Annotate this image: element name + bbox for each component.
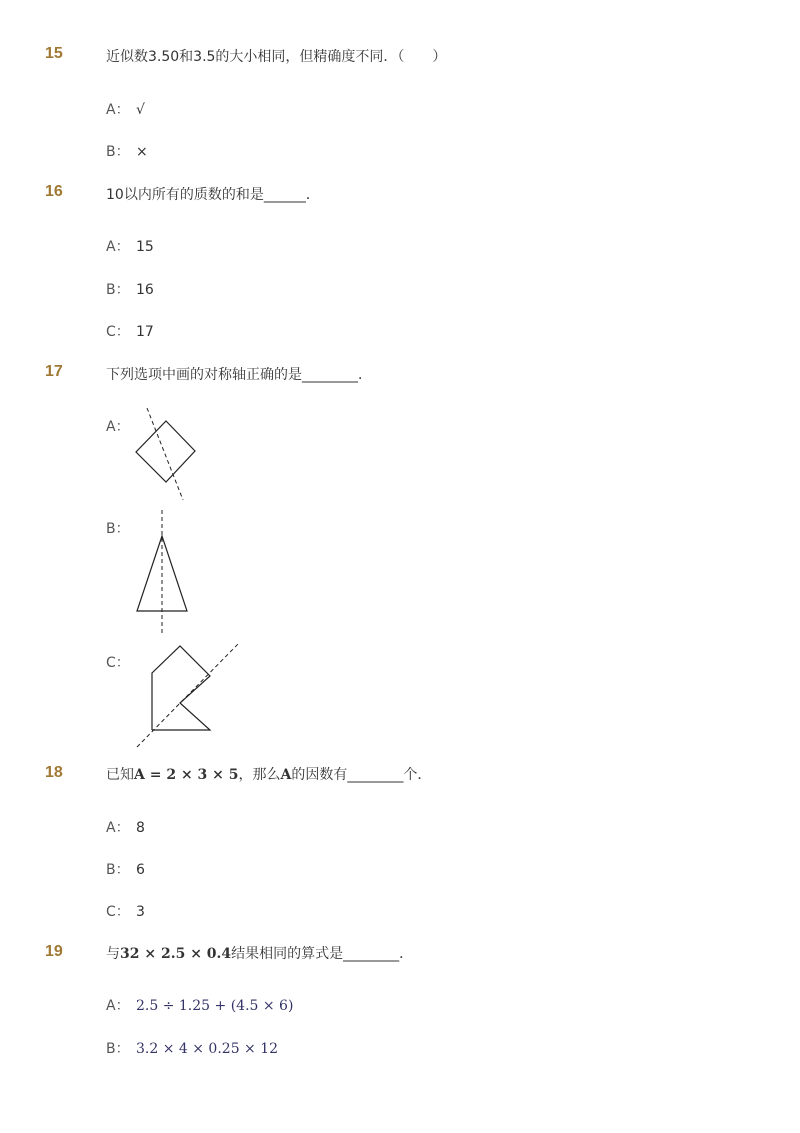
option-label: A：	[106, 239, 130, 255]
stem-text: 与	[106, 946, 120, 962]
option-label: B：	[106, 1041, 130, 1057]
triangle-axis-figure	[130, 508, 196, 636]
option-label: A：	[106, 102, 130, 118]
option-c[interactable]	[106, 321, 154, 341]
option-value: 3.2 × 4 × 0.25 × 12	[136, 1041, 279, 1057]
option-label: A：	[106, 419, 130, 435]
question-number: 18	[45, 764, 63, 781]
square-axis-figure	[130, 405, 200, 501]
question-stem	[106, 764, 431, 784]
option-label: A：	[106, 820, 130, 836]
option-value: 15	[136, 239, 154, 255]
stem-math: A	[280, 767, 292, 783]
option-a[interactable]	[106, 236, 154, 256]
option-a[interactable]	[106, 995, 293, 1015]
question-number: 15	[45, 45, 63, 62]
option-value: 8	[136, 820, 145, 836]
stem-text: 结果相同的算式是________．	[231, 946, 414, 962]
stem-text: 的因数有________个．	[291, 767, 432, 783]
stem-math: 32 × 2.5 × 0.4	[120, 946, 232, 962]
option-label: C：	[106, 324, 130, 340]
option-c[interactable]	[106, 901, 145, 921]
option-label: C：	[106, 655, 130, 671]
question-number: 19	[45, 943, 63, 960]
option-b[interactable]	[106, 279, 154, 299]
option-b[interactable]	[106, 1038, 278, 1058]
option-label: B：	[106, 282, 130, 298]
question-stem: 近似数3.50和3.5的大小相同，但精确度不同．（ ）	[106, 49, 447, 65]
option-value: 3	[136, 904, 145, 920]
option-value: ×	[136, 144, 148, 160]
option-label: B：	[106, 521, 130, 537]
option-value: 16	[136, 282, 154, 298]
question-stem: 10以内所有的质数的和是______．	[106, 187, 320, 203]
option-b[interactable]	[106, 859, 145, 879]
option-a[interactable]	[106, 817, 145, 837]
option-label: B：	[106, 144, 130, 160]
option-label: C：	[106, 904, 130, 920]
question-number: 16	[45, 183, 63, 200]
option-value: 6	[136, 862, 145, 878]
option-value: 17	[136, 324, 154, 340]
option-label: B：	[106, 862, 130, 878]
option-value: 2.5 ÷ 1.25 + (4.5 × 6)	[136, 998, 294, 1014]
polygon-axis-figure	[130, 640, 242, 750]
stem-math: A = 2 × 3 × 5	[134, 767, 239, 783]
option-a[interactable]	[106, 99, 145, 119]
question-stem	[106, 943, 413, 963]
option-value: √	[136, 102, 145, 118]
option-label: A：	[106, 998, 130, 1014]
question-number: 17	[45, 363, 63, 380]
option-b[interactable]	[106, 141, 148, 161]
stem-text: 已知	[106, 767, 134, 783]
question-stem: 下列选项中画的对称轴正确的是________．	[106, 367, 372, 383]
stem-text: ，那么	[238, 767, 281, 783]
